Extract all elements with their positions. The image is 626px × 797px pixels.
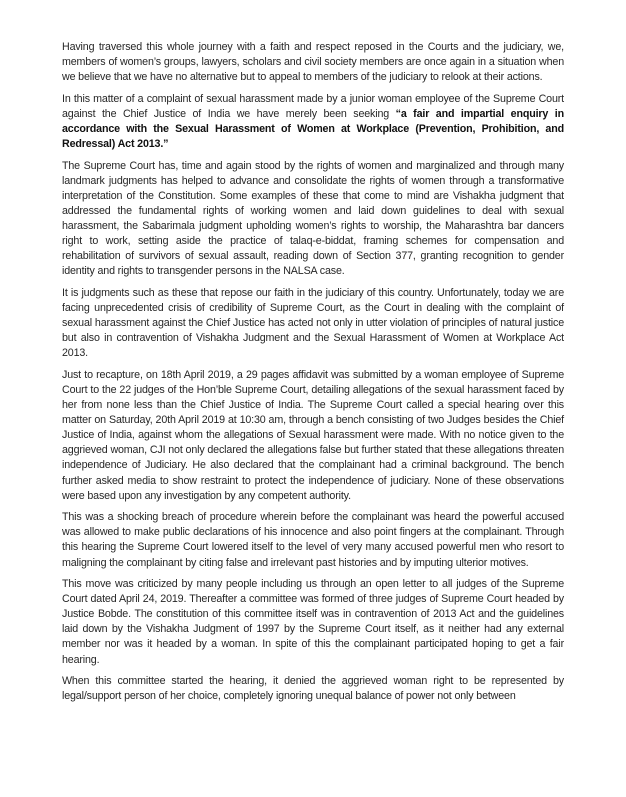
paragraph-text: Having traversed this whole journey with a faith and respect reposed in the Courts and the judiciary, we, members of women’s groups, lawyers, scholars and civil society members are once again in a situation when we believe that we have no alternative but to appeal to members of the judiciary to relook at their actions. xyxy=(62,41,564,84)
paragraph-text: The Supreme Court has, time and again stood by the rights of women and marginalized and through many landmark judgments has helped to advance and consolidate the rights of women through a transformative interpretation of the Constitution. Some examples of these that come to mind are Vishakha judgment that addressed the fundamental rights of working women and laid down guidelines to deal with sexual harassment, the Sabarimala judgment upholding women’s rights to worship, the Maharashtra bar dancers right to work, setting aside the practice of talaq-e-biddat, framing schemes for compensation and rehabilitation of survivors of sexual assault, reading down of Section 377, granting recognition to gender identity and rights to transgender persons in the NALSA case. xyxy=(62,159,564,278)
paragraph xyxy=(62,510,564,570)
paragraph-text: When this committee started the hearing, it denied the aggrieved woman right to be represented by legal/support person of her choice, completely ignoring unequal balance of power not only between xyxy=(62,675,564,703)
paragraph xyxy=(62,92,564,152)
paragraph-text: It is judgments such as these that repose our faith in the judiciary of this country. Unfortunately, today we are facing unprecedented crisis of credibility of Supreme Court, as the Court in dealing with the complaint of sexual harassment against the Chief Justice has acted not only in utter violation of principles of natural justice but also in contravention of Vishakha Judgment and the Sexual Harassment of Women at Workplace Act 2013. xyxy=(62,286,564,360)
paragraph-text: This move was criticized by many people including us through an open letter to all judges of the Supreme Court dated April 24, 2019. Thereafter a committee was formed of three judges of Supreme Court headed by Justice Bobde. The constitution of this committee itself was in contravention of 2013 Act and the guidelines laid down by the Vishakha Judgment of 1997 by the Supreme Court itself, as it neither had any external member nor was it headed by a woman. In spite of this the complainant participated hoping to get a fair hearing. xyxy=(62,578,564,666)
paragraph xyxy=(62,368,564,504)
paragraph-text: In this matter of a complaint of sexual harassment made by a junior woman employee of the Supreme Court against the Chief Justice of India we have merely been seeking xyxy=(62,92,564,120)
paragraph xyxy=(62,40,564,85)
paragraph xyxy=(62,674,564,704)
paragraph-text: Just to recapture, on 18th April 2019, a 29 pages affidavit was submitted by a woman employee of Supreme Court to the 22 judges of the Hon’ble Supreme Court, detailing allegations of the sexual harassment faced by her from none less than the Chief Justice of India. The Supreme Court called a special hearing over this matter on Saturday, 20th April 2019 at 10:30 am, through a bench consisting of two Judges besides the Chief Justice of India, against whom the allegations of Sexual harassment were made. With no notice given to the aggrieved woman, CJI not only declared the allegations false but further stated that these allegations threaten independence of Judiciary. He also declared that the complainant had a criminal background. The bench further asked media to show restraint to protect the independence of judiciary. None of these observations were based upon any investigation by any competent authority. xyxy=(62,368,564,502)
document-page xyxy=(62,40,564,711)
paragraph xyxy=(62,159,564,280)
paragraph xyxy=(62,286,564,361)
paragraph-bold-quote: “a fair and impartial enquiry in accordance with the Sexual Harassment of Women at Workplace (Prevention, Prohibition, and Redressal) Act 2013.” xyxy=(62,107,564,151)
paragraph xyxy=(62,577,564,668)
paragraph-text: This was a shocking breach of procedure wherein before the complainant was heard the powerful accused was allowed to make public declarations of his innocence and also point fingers at the complainant. Through this hearing the Supreme Court lowered itself to the level of very many accused powerful men who resort to maligning the complainant by citing false and irrelevant past histories and by imputing ulterior motives. xyxy=(62,511,564,569)
